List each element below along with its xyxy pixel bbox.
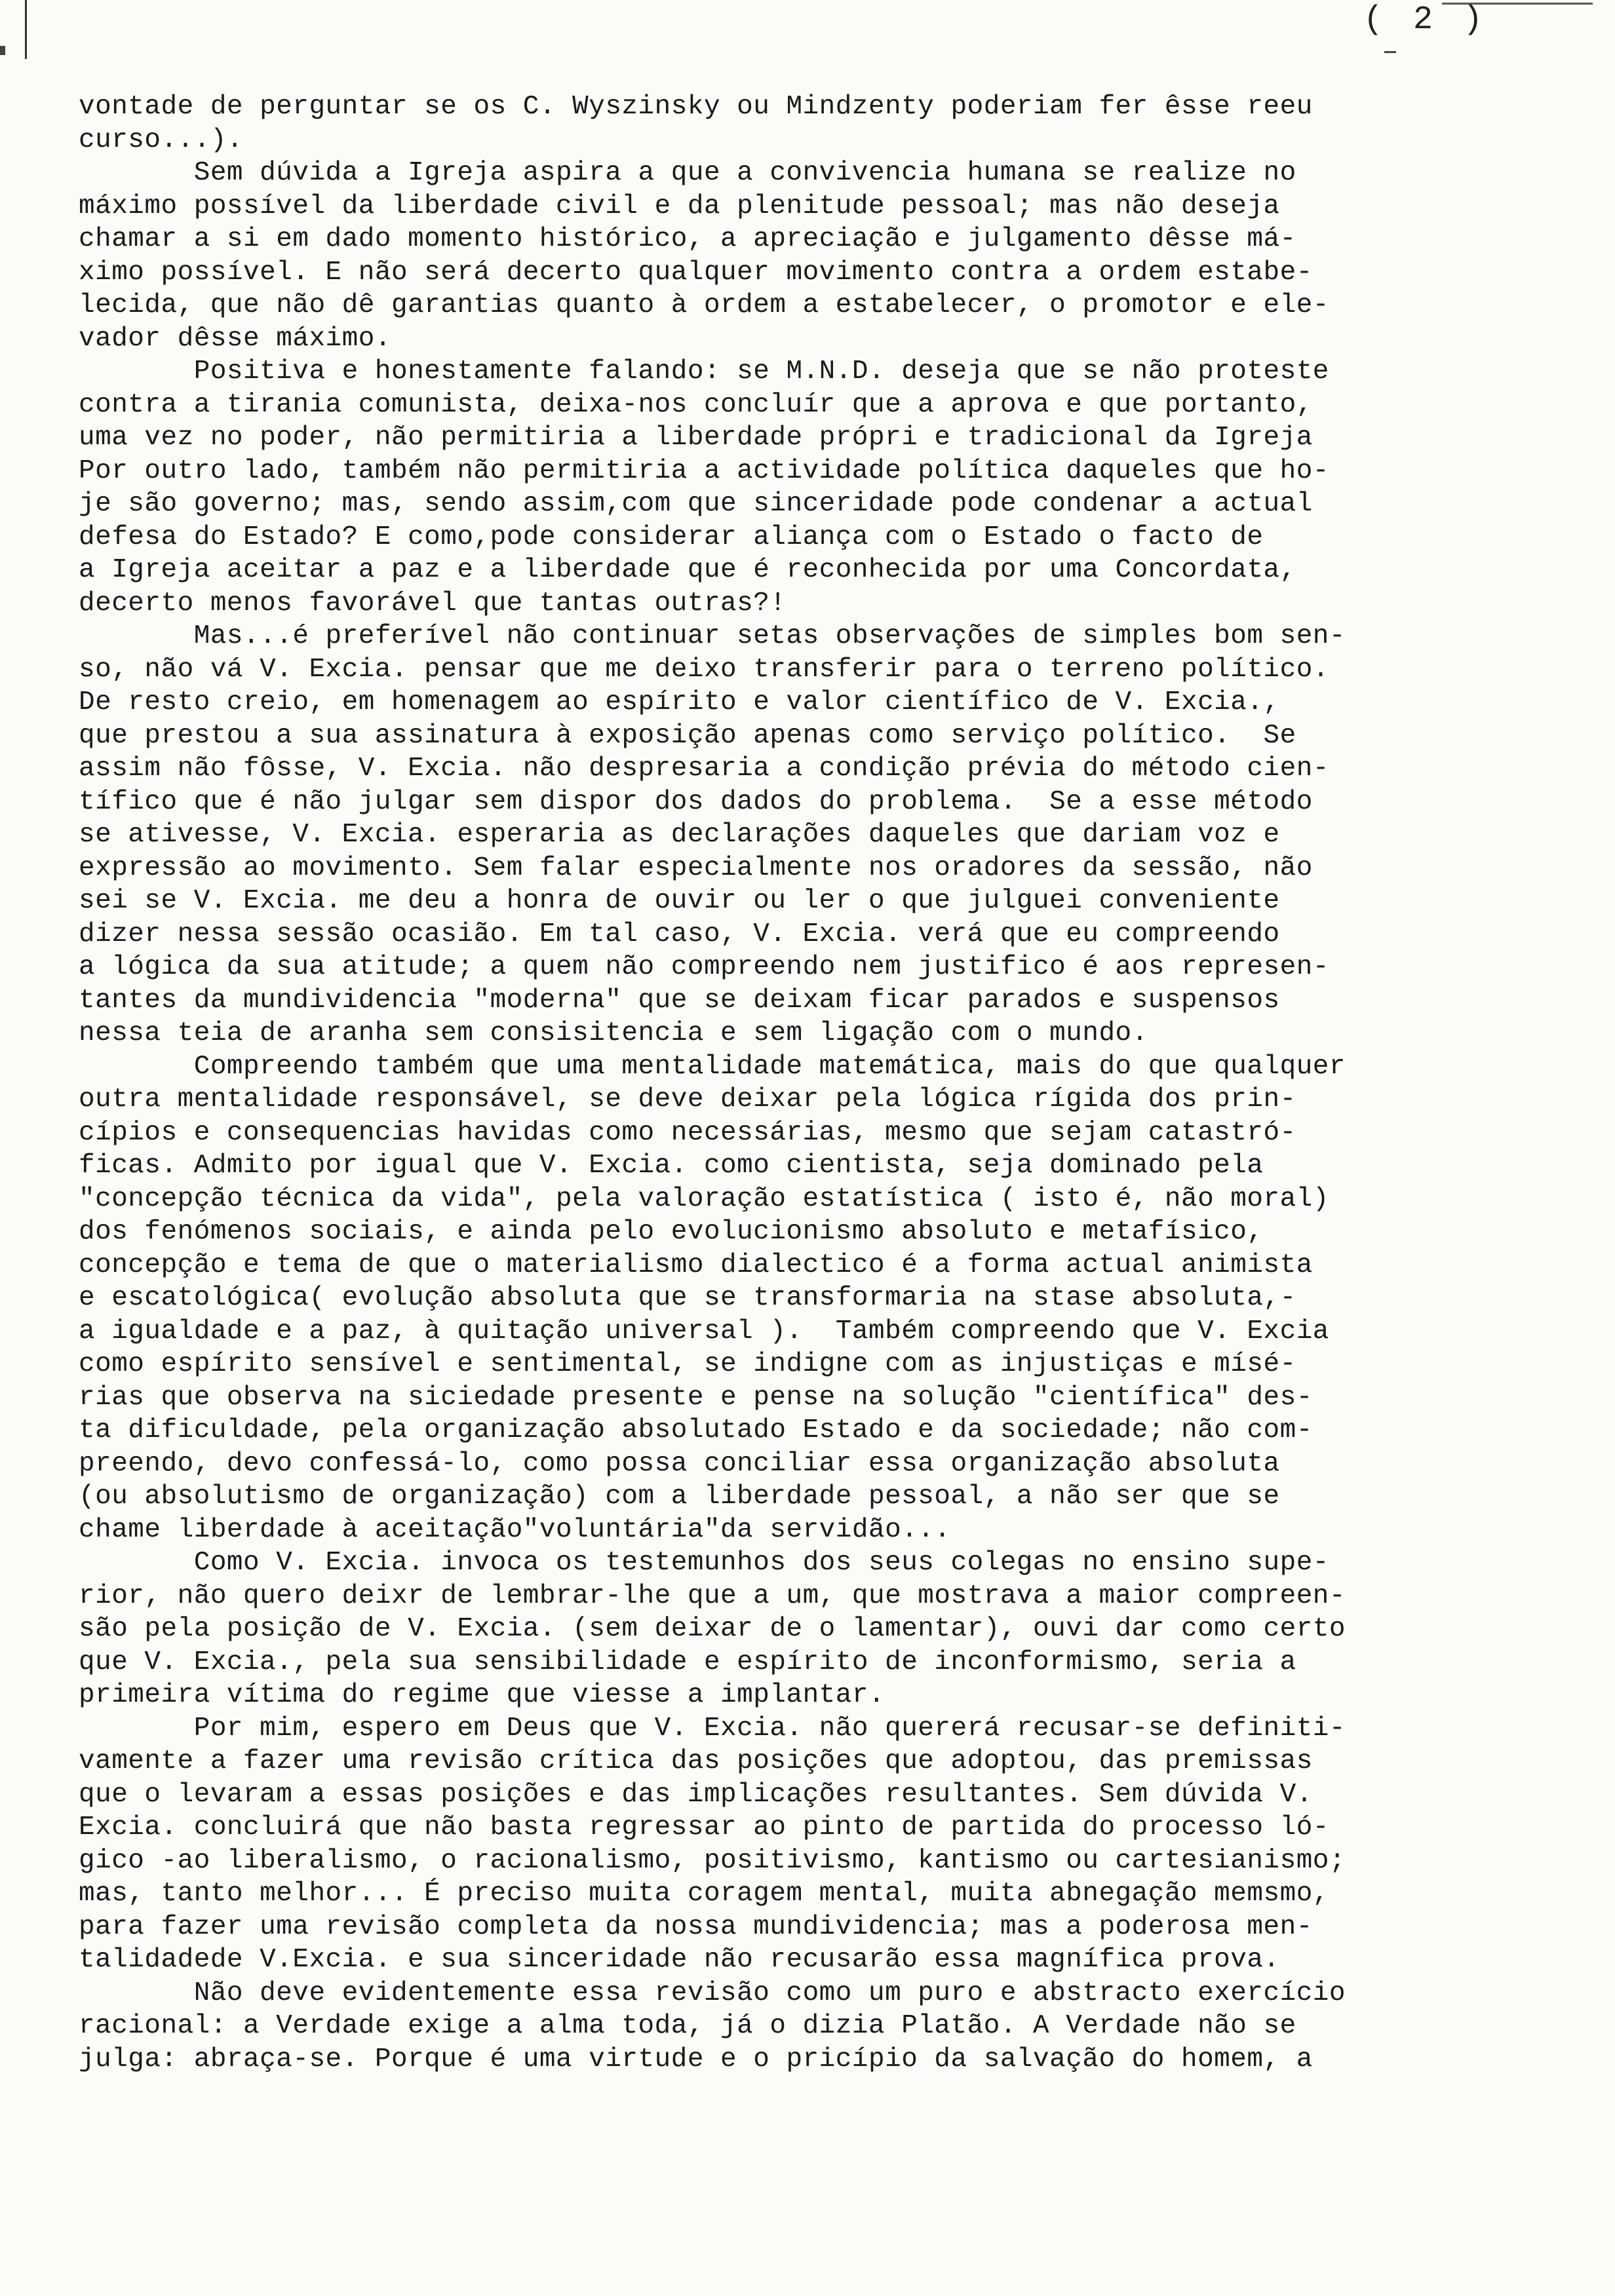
text-line: Positiva e honestamente falando: se M.N.D. deseja que se não proteste: [79, 356, 1329, 387]
margin-mark: [25, 0, 27, 59]
text-line: chamar a si em dado momento histórico, a apreciação e julgamento dêsse má-: [79, 224, 1296, 254]
text-line: vador dêsse máximo.: [79, 323, 391, 354]
text-line: curso...).: [79, 124, 244, 155]
text-line: Não deve evidentemente essa revisão como um puro e abstracto exercício: [79, 1978, 1346, 2008]
text-line: talidadede V.Excia. e sua sinceridade não recusarão essa magnífica prova.: [79, 1945, 1280, 1975]
text-line: expressão ao movimento. Sem falar especialmente nos oradores da sessão, não: [79, 852, 1313, 883]
text-line: Compreendo também que uma mentalidade matemática, mais do que qualquer: [79, 1051, 1346, 1082]
page-number: ( 2 ): [1363, 1, 1489, 39]
text-line: (ou absolutismo de organização) com a liberdade pessoal, a não ser que se: [79, 1482, 1280, 1512]
text-line: julga: abraça-se. Porque é uma virtude e o pricípio da salvação do homem, a: [79, 2044, 1313, 2075]
dash-mark: [1384, 51, 1396, 53]
margin-mark: [0, 46, 5, 55]
text-line: contra a tirania comunista, deixa-nos concluír que a aprova e que portanto,: [79, 389, 1313, 420]
text-line: rior, não quero deixr de lembrar-lhe que a um, que mostrava a maior compreen-: [79, 1580, 1346, 1611]
text-line: vamente a fazer uma revisão crítica das posições que adoptou, das premissas: [79, 1746, 1313, 1776]
text-line: decerto menos favorável que tantas outras?!: [79, 588, 787, 619]
text-line: e escatológica( evolução absoluta que se transformaria na stase absoluta,-: [79, 1283, 1296, 1313]
text-line: so, não vá V. Excia. pensar que me deixo transferir para o terreno político.: [79, 654, 1329, 685]
text-line: máximo possível da liberdade civil e da plenitude pessoal; mas não deseja: [79, 191, 1280, 221]
text-line: tífico que é não julgar sem dispor dos dados do problema. Se a esse método: [79, 786, 1313, 817]
text-line: ximo possível. E não será decerto qualquer movimento contra a ordem estabe-: [79, 257, 1313, 288]
text-line: tantes da mundividencia "moderna" que se deixam ficar parados e suspensos: [79, 985, 1280, 1016]
text-line: como espírito sensível e sentimental, se indigne com as injustiças e mísé-: [79, 1349, 1296, 1379]
text-line: lecida, que não dê garantias quanto à ordem a estabelecer, o promotor e ele-: [79, 290, 1329, 320]
text-line: são pela posição de V. Excia. (sem deixar de o lamentar), ouvi dar como certo: [79, 1614, 1346, 1644]
text-line: assim não fôsse, V. Excia. não despresaria a condição prévia do método cien-: [79, 754, 1329, 784]
text-line: nessa teia de aranha sem consisitencia e sem ligação com o mundo.: [79, 1018, 1148, 1048]
text-line: preendo, devo confessá-lo, como possa conciliar essa organização absoluta: [79, 1448, 1280, 1479]
text-line: a Igreja aceitar a paz e a liberdade que é reconhecida por uma Concordata,: [79, 555, 1296, 585]
letter-body-text: [79, 90, 1560, 2076]
text-line: je são governo; mas, sendo assim,com que sinceridade pode condenar a actual: [79, 489, 1313, 519]
text-line: Por mim, espero em Deus que V. Excia. não quererá recusar-se definiti-: [79, 1713, 1346, 1744]
text-line: rias que observa na siciedade presente e pense na solução "científica" des-: [79, 1382, 1313, 1413]
text-line: se ativesse, V. Excia. esperaria as declarações daqueles que dariam voz e: [79, 820, 1280, 850]
text-line: Por outro lado, também não permitiria a actividade política daqueles que ho-: [79, 455, 1329, 486]
text-line: que prestou a sua assinatura à exposição apenas como serviço político. Se: [79, 720, 1296, 751]
text-line: ficas. Admito por igual que V. Excia. como cientista, seja dominado pela: [79, 1151, 1264, 1181]
text-line: gico -ao liberalismo, o racionalismo, positivismo, kantismo ou cartesianismo;: [79, 1845, 1346, 1876]
text-line: primeira vítima do regime que viesse a implantar.: [79, 1680, 885, 1710]
text-line: sei se V. Excia. me deu a honra de ouvir ou ler o que julguei conveniente: [79, 886, 1280, 916]
text-line: Como V. Excia. invoca os testemunhos dos seus colegas no ensino supe-: [79, 1548, 1329, 1578]
text-line: De resto creio, em homenagem ao espírito e valor científico de V. Excia.,: [79, 687, 1280, 718]
text-line: que V. Excia., pela sua sensibilidade e espírito de inconformismo, seria a: [79, 1647, 1296, 1677]
text-line: defesa do Estado? E como,pode considerar aliança com o Estado o facto de: [79, 522, 1264, 552]
text-line: para fazer uma revisão completa da nossa mundividencia; mas a poderosa men-: [79, 1911, 1313, 1942]
text-line: racional: a Verdade exige a alma toda, já o dizia Platão. A Verdade não se: [79, 2011, 1296, 2041]
text-line: mas, tanto melhor... É preciso muita coragem mental, muita abnegação memsmo,: [79, 1879, 1329, 1909]
text-line: "concepção técnica da vida", pela valoração estatística ( isto é, não moral): [79, 1183, 1329, 1214]
text-line: Sem dúvida a Igreja aspira a que a convivencia humana se realize no: [79, 158, 1296, 188]
text-line: dizer nessa sessão ocasião. Em tal caso, V. Excia. verá que eu compreendo: [79, 919, 1280, 949]
text-line: a lógica da sua atitude; a quem não compreendo nem justifico é aos represen-: [79, 952, 1329, 982]
text-line: outra mentalidade responsável, se deve deixar pela lógica rígida dos prin-: [79, 1084, 1296, 1115]
text-line: que o levaram a essas posições e das implicações resultantes. Sem dúvida V.: [79, 1779, 1313, 1810]
text-line: a igualdade e a paz, à quitação universal ). Também compreendo que V. Excia: [79, 1316, 1329, 1347]
text-line: chame liberdade à aceitação"voluntária"da servidão...: [79, 1514, 951, 1545]
text-line: cípios e consequencias havidas como necessárias, mesmo que sejam catastró-: [79, 1117, 1296, 1148]
text-line: uma vez no poder, não permitiria a liberdade própri e tradicional da Igreja: [79, 423, 1313, 453]
text-line: Mas...é preferível não continuar setas observações de simples bom sen-: [79, 621, 1346, 651]
text-line: concepção e tema de que o materialismo dialectico é a forma actual animista: [79, 1250, 1313, 1280]
text-line: ta dificuldade, pela organização absolutado Estado e da sociedade; não com-: [79, 1415, 1313, 1445]
text-line: Excia. concluirá que não basta regressar ao pinto de partida do processo ló-: [79, 1812, 1329, 1843]
text-line: dos fenómenos sociais, e ainda pelo evolucionismo absoluto e metafísico,: [79, 1217, 1264, 1247]
text-line: vontade de perguntar se os C. Wyszinsky ou Mindzenty poderiam fer êsse reeu: [79, 92, 1313, 122]
